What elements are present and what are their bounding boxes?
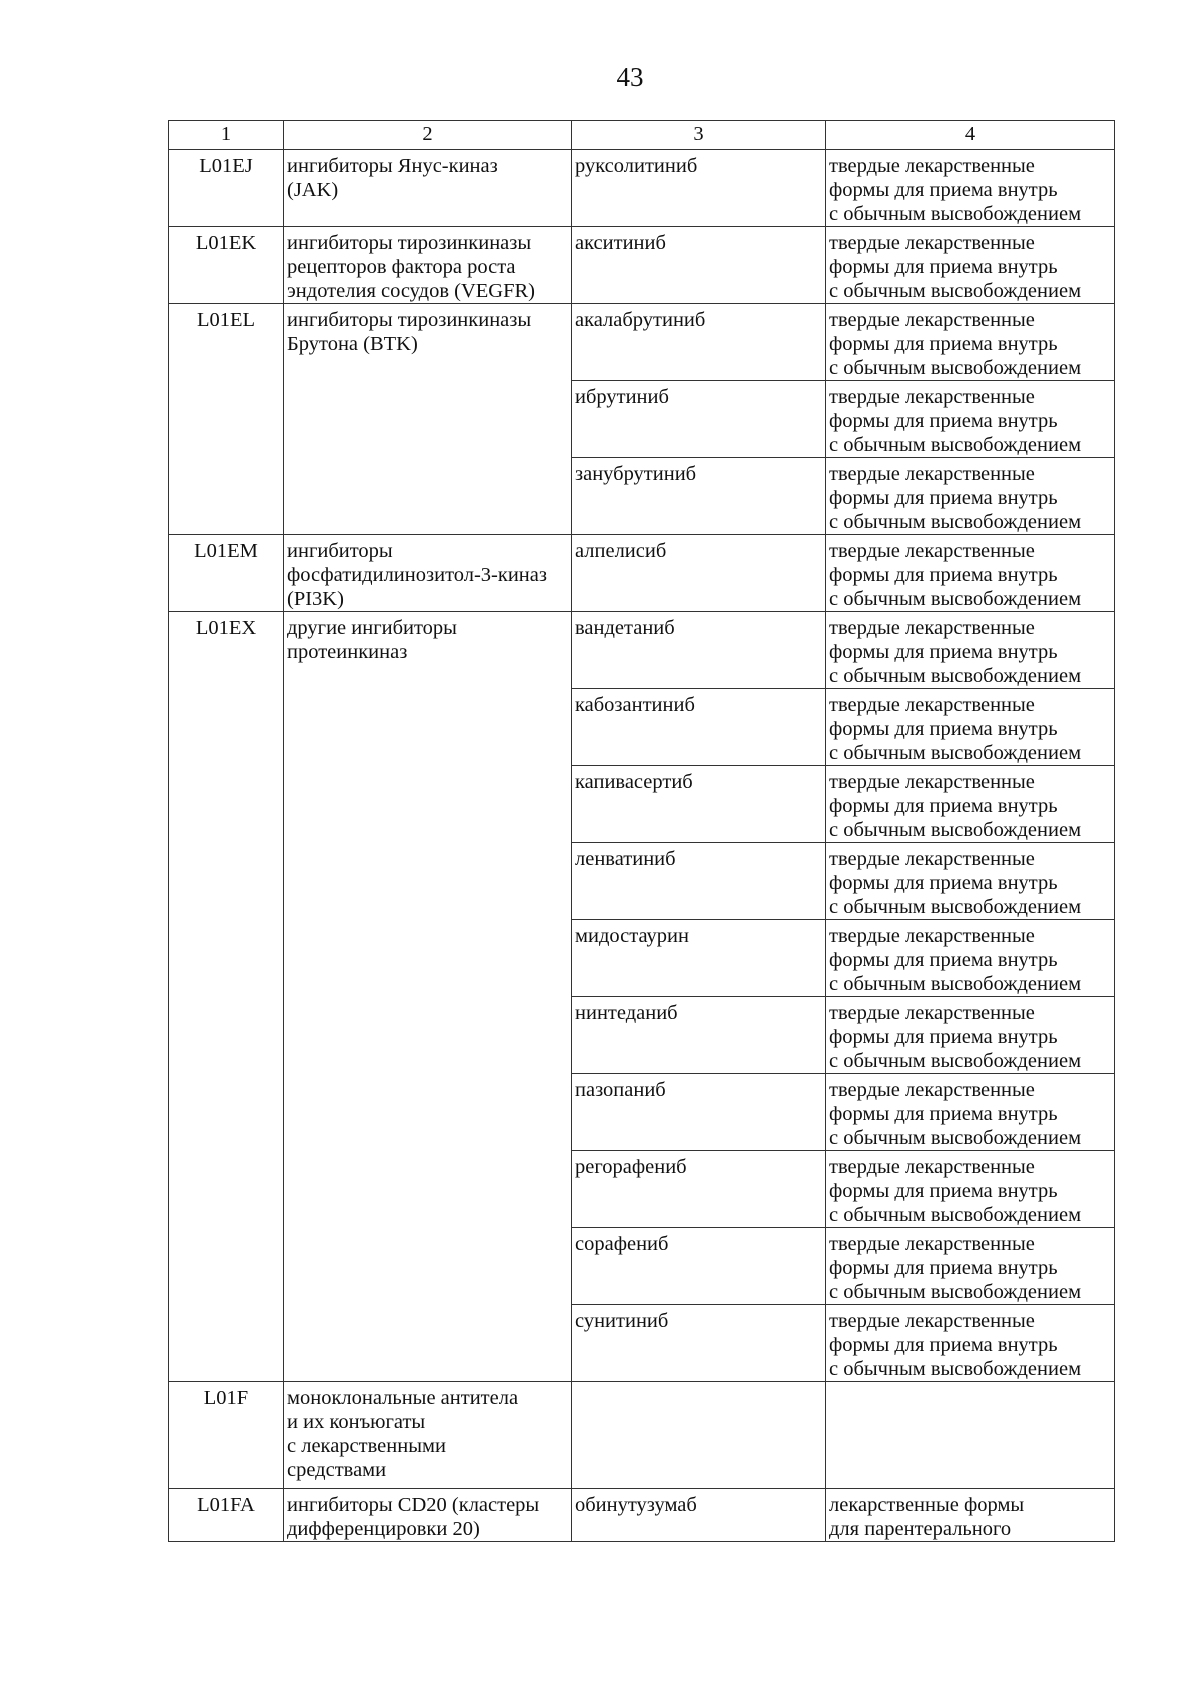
drug-name-cell-text: регорафениб bbox=[575, 1156, 687, 1178]
dosage-form-cell bbox=[826, 920, 1115, 997]
drug-name-cell-text: вандетаниб bbox=[575, 617, 675, 639]
drug-name-cell-text: руксолитиниб bbox=[575, 155, 698, 177]
drug-name-cell-text: алпелисиб bbox=[575, 540, 667, 562]
group-cell bbox=[284, 1382, 572, 1489]
atc-code-cell-text: L01EL bbox=[196, 309, 256, 331]
dosage-form-cell bbox=[826, 381, 1115, 458]
group-cell-text: моноклональные антитела и их конъюгаты с лекарственными средствами bbox=[287, 1387, 519, 1481]
group-cell-text: ингибиторы фосфатидилинозитол-3-киназ (PI3K) bbox=[287, 540, 547, 610]
drug-name-cell bbox=[572, 920, 826, 997]
drug-name-cell-text: сорафениб bbox=[575, 1233, 669, 1255]
dosage-form-cell-text: лекарственные формы для парентерального bbox=[829, 1494, 1025, 1540]
drug-name-cell-text: нинтеданиб bbox=[575, 1002, 678, 1024]
drug-name-cell bbox=[572, 997, 826, 1074]
dosage-form-cell-text: твердые лекарственные формы для приема внутрь с обычным высвобождением bbox=[829, 386, 1082, 456]
dosage-form-cell bbox=[826, 612, 1115, 689]
dosage-form-cell-text: твердые лекарственные формы для приема внутрь с обычным высвобождением bbox=[829, 232, 1082, 302]
dosage-form-cell bbox=[826, 843, 1115, 920]
drug-name-cell-text: пазопаниб bbox=[575, 1079, 666, 1101]
drug-name-cell-text: капивасертиб bbox=[575, 771, 693, 793]
drug-name-cell-text: акситиниб bbox=[575, 232, 666, 254]
drug-name-cell-text: обинутузумаб bbox=[575, 1494, 697, 1516]
atc-code-cell bbox=[169, 612, 284, 1382]
dosage-form-cell bbox=[826, 997, 1115, 1074]
dosage-form-cell-text: твердые лекарственные формы для приема внутрь с обычным высвобождением bbox=[829, 309, 1082, 379]
dosage-form-cell bbox=[826, 1489, 1115, 1542]
dosage-form-cell bbox=[826, 1074, 1115, 1151]
drug-name-cell bbox=[572, 1151, 826, 1228]
dosage-form-cell-text: твердые лекарственные формы для приема внутрь с обычным высвобождением bbox=[829, 1002, 1082, 1072]
header-col-4: 4 bbox=[826, 121, 1115, 150]
dosage-form-cell-text: твердые лекарственные формы для приема внутрь с обычным высвобождением bbox=[829, 925, 1082, 995]
drug-name-cell-text: ибрутиниб bbox=[575, 386, 669, 408]
group-cell-text: ингибиторы Янус-киназ (JAK) bbox=[287, 155, 498, 201]
group-cell-text: другие ингибиторы протеинкиназ bbox=[287, 617, 457, 663]
drug-name-cell bbox=[572, 535, 826, 612]
atc-code-cell bbox=[169, 1489, 284, 1542]
atc-code-cell bbox=[169, 227, 284, 304]
drug-name-cell bbox=[572, 1305, 826, 1382]
page-number: 43 bbox=[616, 62, 644, 92]
group-cell-text: ингибиторы CD20 (кластеры дифференцировки 20) bbox=[287, 1494, 540, 1540]
dosage-form-cell bbox=[826, 1305, 1115, 1382]
drug-name-cell bbox=[572, 612, 826, 689]
group-cell-text: ингибиторы тирозинкиназы рецепторов фактора роста эндотелия сосудов (VEGFR) bbox=[287, 232, 535, 302]
header-col-3: 3 bbox=[572, 121, 826, 150]
drug-name-cell-text: акалабрутиниб bbox=[575, 309, 706, 331]
drug-name-cell bbox=[572, 1382, 826, 1489]
dosage-form-cell bbox=[826, 766, 1115, 843]
atc-code-cell bbox=[169, 1382, 284, 1489]
drug-name-cell bbox=[572, 843, 826, 920]
dosage-form-cell bbox=[826, 535, 1115, 612]
dosage-form-cell-text: твердые лекарственные формы для приема внутрь с обычным высвобождением bbox=[829, 155, 1082, 225]
dosage-form-cell bbox=[826, 227, 1115, 304]
dosage-form-cell bbox=[826, 1228, 1115, 1305]
header-col-1: 1 bbox=[169, 121, 284, 150]
drug-name-cell bbox=[572, 227, 826, 304]
table-row bbox=[169, 1489, 1115, 1542]
drug-name-cell bbox=[572, 381, 826, 458]
dosage-form-cell bbox=[826, 304, 1115, 381]
dosage-form-cell bbox=[826, 689, 1115, 766]
atc-code-cell bbox=[169, 150, 284, 227]
drug-name-cell bbox=[572, 1228, 826, 1305]
dosage-form-cell-text: твердые лекарственные формы для приема внутрь с обычным высвобождением bbox=[829, 771, 1082, 841]
atc-code-cell-text: L01EK bbox=[195, 232, 257, 254]
dosage-form-cell-text: твердые лекарственные формы для приема внутрь с обычным высвобождением bbox=[829, 1310, 1082, 1380]
atc-code-cell-text: L01EM bbox=[194, 540, 258, 562]
atc-code-cell-text: L01FA bbox=[197, 1494, 255, 1516]
dosage-form-cell-text: твердые лекарственные формы для приема внутрь с обычным высвобождением bbox=[829, 540, 1082, 610]
dosage-form-cell-text: твердые лекарственные формы для приема внутрь с обычным высвобождением bbox=[829, 463, 1082, 533]
atc-code-cell-text: L01EX bbox=[195, 617, 257, 639]
drug-name-cell-text: сунитиниб bbox=[575, 1310, 669, 1332]
table-row bbox=[169, 1382, 1115, 1489]
drug-name-cell bbox=[572, 1074, 826, 1151]
dosage-form-cell-text: твердые лекарственные формы для приема внутрь с обычным высвобождением bbox=[829, 694, 1082, 764]
group-cell bbox=[284, 1489, 572, 1542]
dosage-form-cell bbox=[826, 1382, 1115, 1489]
group-cell bbox=[284, 304, 572, 535]
atc-code-cell bbox=[169, 304, 284, 535]
drug-table bbox=[168, 120, 1115, 1542]
atc-code-cell bbox=[169, 535, 284, 612]
group-cell bbox=[284, 612, 572, 1382]
drug-name-cell bbox=[572, 1489, 826, 1542]
group-cell bbox=[284, 227, 572, 304]
dosage-form-cell bbox=[826, 1151, 1115, 1228]
drug-name-cell bbox=[572, 150, 826, 227]
table-row bbox=[169, 150, 1115, 227]
drug-name-cell-text: мидостаурин bbox=[575, 925, 689, 947]
drug-name-cell bbox=[572, 458, 826, 535]
header-row bbox=[169, 121, 1115, 150]
table-row bbox=[169, 304, 1115, 381]
drug-name-cell bbox=[572, 689, 826, 766]
dosage-form-cell bbox=[826, 150, 1115, 227]
group-cell bbox=[284, 150, 572, 227]
group-cell bbox=[284, 535, 572, 612]
dosage-form-cell-text: твердые лекарственные формы для приема внутрь с обычным высвобождением bbox=[829, 1233, 1082, 1303]
atc-code-cell-text: L01EJ bbox=[199, 155, 253, 177]
dosage-form-cell-text: твердые лекарственные формы для приема внутрь с обычным высвобождением bbox=[829, 617, 1082, 687]
drug-name-cell-text: кабозантиниб bbox=[575, 694, 695, 716]
table-row bbox=[169, 612, 1115, 689]
dosage-form-cell-text: твердые лекарственные формы для приема внутрь с обычным высвобождением bbox=[829, 848, 1082, 918]
table-row bbox=[169, 227, 1115, 304]
atc-code-cell-text: L01F bbox=[203, 1387, 249, 1409]
group-cell-text: ингибиторы тирозинкиназы Брутона (BTK) bbox=[287, 309, 532, 355]
drug-name-cell bbox=[572, 766, 826, 843]
drug-name-cell-text: занубрутиниб bbox=[575, 463, 697, 485]
dosage-form-cell-text: твердые лекарственные формы для приема внутрь с обычным высвобождением bbox=[829, 1156, 1082, 1226]
drug-name-cell-text: ленватиниб bbox=[575, 848, 676, 870]
drug-name-cell bbox=[572, 304, 826, 381]
table-row bbox=[169, 535, 1115, 612]
header-col-2: 2 bbox=[284, 121, 572, 150]
dosage-form-cell-text: твердые лекарственные формы для приема внутрь с обычным высвобождением bbox=[829, 1079, 1082, 1149]
dosage-form-cell bbox=[826, 458, 1115, 535]
